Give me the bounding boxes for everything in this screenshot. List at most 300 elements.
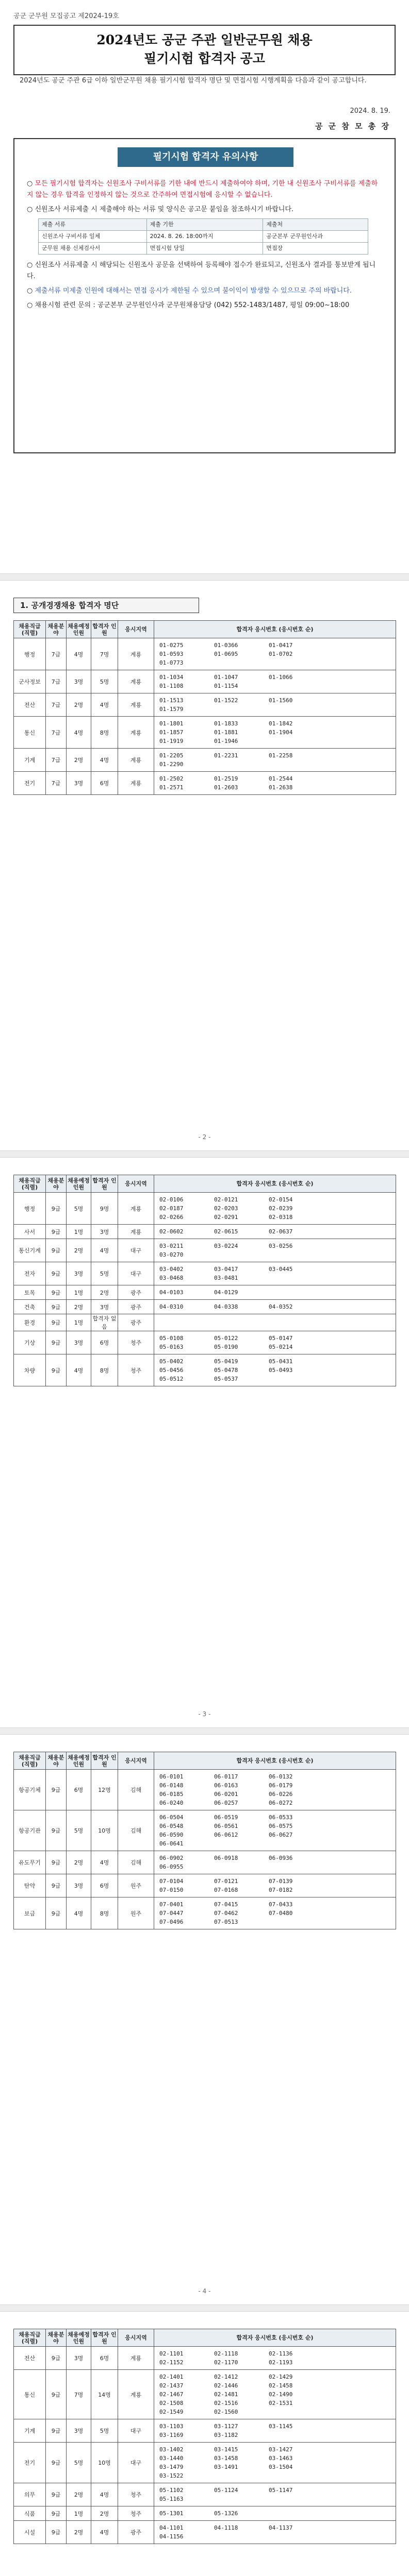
exam-number: 03-1169 [159,2432,184,2438]
grade-cell: 9급 [46,1262,67,1285]
notice-item: ○ 채용시험 관련 문의 : 공군본부 군무원인사과 군무원채용담당 (042) 552-1483/1487, 평일 09:00~18:00 [27,301,350,309]
pass-cell: 7명 [91,638,118,670]
plan-cell: 7명 [67,2370,91,2419]
plan-cell: 2명 [67,2521,91,2544]
column-header: 합격자 응시번호 (응시번호 순) [154,1175,396,1193]
exam-number: 02-1193 [269,2359,293,2366]
column-header: 채용예정 인원 [67,2329,91,2347]
exam-number: 07-0139 [269,1878,293,1885]
exam-number: 04-0103 [159,1289,184,1296]
column-header: 합격자 인원 [91,2329,118,2347]
plan-cell: 2명 [67,1300,91,1314]
plan-cell: 6명 [67,1770,91,1810]
exam-number: 01-0275 [159,642,184,649]
series-cell: 전기 [14,772,46,795]
table-row [14,693,396,717]
exam-number: 06-0612 [214,1832,238,1838]
results-table [13,620,396,795]
exam-number: 06-0548 [159,1823,184,1829]
grade-cell: 9급 [46,1810,67,1851]
grade-cell: 9급 [46,1285,67,1300]
plan-cell: 1명 [67,1314,91,1331]
exam-number: 05-1102 [159,2487,184,2494]
exam-number-list [159,1303,390,1311]
exam-number: 01-1842 [269,720,293,727]
exam-number: 01-2638 [269,784,293,791]
series-cell: 통신 [14,2370,46,2419]
exam-number-list [159,1877,390,1894]
exam-number-list [159,2373,390,2416]
exam-number: 04-1118 [214,2524,238,2531]
page-break [0,2304,409,2312]
table-row [14,1851,396,1874]
exam-number: 02-1101 [159,2350,184,2357]
exam-number: 03-1458 [214,2455,238,2462]
series-cell: 행정 [14,638,46,670]
exam-number: 03-1463 [269,2455,293,2462]
exam-number: 02-0239 [269,1205,293,1212]
series-cell: 전기 [14,2443,46,2483]
table-row [14,670,396,693]
page-number: - 3 - [198,1710,211,1718]
series-cell: 기상 [14,1331,46,1354]
notice-item: ○ 신원조사 서류제출 시 제출해야 하는 서류 및 양식은 공고문 붙임을 참조하시기 바랍니다. [27,206,294,213]
plan-cell: 1명 [67,2506,91,2521]
column-header: 채용분야 [46,1752,67,1770]
exam-number: 06-0918 [214,1855,238,1861]
exam-number: 07-0513 [214,1919,238,1925]
exam-number: 02-1118 [214,2350,238,2357]
pass-cell: 6명 [91,1874,118,1897]
table-row [14,1225,396,1239]
exam-number: 05-0402 [159,1358,184,1365]
plan-cell: 4명 [67,1354,91,1386]
column-header: 응시지역 [118,2329,154,2347]
table-header-row [14,1175,396,1193]
exam-number: 03-1145 [269,2423,293,2430]
exam-number: 03-1479 [159,2464,184,2470]
plan-cell: 2명 [67,693,91,717]
exam-number-list [159,1242,390,1259]
region-cell: 청주 [118,2483,154,2506]
pass-cell: 5명 [91,1262,118,1285]
pass-cell: 합격자 없음 [91,1314,118,1331]
exam-number: 07-0496 [159,1919,184,1925]
title-line-2: 필기시험 합격자 공고 [144,51,265,66]
column-header: 응시지역 [118,1752,154,1770]
exam-number: 02-1152 [159,2359,184,2366]
exam-number: 02-1549 [159,2409,184,2415]
exam-number: 01-2205 [159,752,184,759]
notice-body [27,178,383,314]
exam-numbers-cell [154,1331,396,1354]
exam-number-list [159,1196,390,1221]
region-cell: 원주 [118,1874,154,1897]
exam-number: 06-0148 [159,1782,184,1789]
plan-cell: 4명 [67,717,91,749]
notice-item: ○ 신원조사 서류제출 시 해당되는 신원조사 공문을 선택하여 등록해야 접수가 완료되고, 신원조사 결과를 통보받게 됩니다. [27,261,376,280]
plan-cell: 2명 [67,1239,91,1262]
exam-number: 05-1163 [159,2496,184,2502]
page-1 [0,0,409,577]
plan-cell: 3명 [67,772,91,795]
grade-cell: 7급 [46,772,67,795]
exam-number: 06-0132 [269,1773,293,1780]
exam-number: 02-0318 [269,1214,293,1221]
exam-numbers-cell [154,1300,396,1314]
table-row [14,749,396,772]
exam-number: 03-0481 [214,1275,238,1281]
region-cell: 광주 [118,2521,154,2544]
pass-cell: 12명 [91,1770,118,1810]
exam-number: 02-0266 [159,1214,184,1221]
exam-number-list [159,673,390,690]
exam-number: 06-0504 [159,1814,184,1821]
region-cell: 광주 [118,1300,154,1314]
exam-number-list [159,2524,390,2540]
exam-number: 01-2258 [269,752,293,759]
series-cell: 전산 [14,2347,46,2370]
exam-number: 07-0182 [269,1887,293,1893]
exam-number: 01-1946 [214,738,238,744]
column-header: 응시지역 [118,1175,154,1193]
exam-number-list [159,775,390,791]
exam-numbers-cell [154,1851,396,1874]
exam-number: 02-1516 [214,2400,238,2406]
exam-number: 01-1904 [269,729,293,736]
column-header: 합격자 응시번호 (응시번호 순) [154,2329,396,2347]
grade-cell: 9급 [46,2347,67,2370]
table-row [14,772,396,795]
table-row [14,2483,396,2506]
exam-number: 06-0117 [214,1773,238,1780]
pass-cell: 4명 [91,749,118,772]
exam-number: 06-0272 [269,1800,293,1806]
region-cell: 청주 [118,1354,154,1386]
region-cell: 대구 [118,1239,154,1262]
exam-number: 02-0203 [214,1205,238,1212]
exam-number: 02-1467 [159,2391,184,2398]
exam-numbers-cell [154,2370,396,2419]
plan-cell: 2명 [67,2483,91,2506]
exam-number: 05-1301 [159,2510,184,2517]
table-row [14,2443,396,2483]
exam-number: 07-0121 [214,1878,238,1885]
pass-cell: 8명 [91,717,118,749]
plan-cell: 3명 [67,1262,91,1285]
region-cell: 광주 [118,1285,154,1300]
exam-number: 05-0190 [214,1344,238,1350]
exam-number: 04-0352 [269,1303,293,1310]
pass-cell: 4명 [91,1239,118,1262]
results-table [13,1175,396,1386]
exam-number: 06-0257 [214,1800,238,1806]
region-cell: 광주 [118,1314,154,1331]
exam-number: 04-0310 [159,1303,184,1310]
exam-number: 02-1560 [214,2409,238,2415]
exam-number: 07-0447 [159,1910,184,1917]
exam-number-list [159,2446,390,2480]
notice-item: ○ 제출서류 미제출 인원에 대해서는 면접 응시가 제한될 수 있으며 불이익이 발생할 수 있으므로 주의 바랍니다. [27,287,352,295]
exam-number: 05-0478 [214,1367,238,1374]
plan-cell: 5명 [67,2443,91,2483]
plan-cell: 3명 [67,1331,91,1354]
exam-number: 03-0468 [159,1275,184,1281]
table-row [14,1285,396,1300]
grade-cell: 9급 [46,1225,67,1239]
column-header: 합격자 응시번호 (응시번호 순) [154,621,396,638]
grade-cell: 7급 [46,693,67,717]
exam-number: 01-1881 [214,729,238,736]
table-row [14,1262,396,1285]
exam-number: 06-0179 [269,1782,293,1789]
column-header: 채용직급 (직렬) [14,1175,46,1193]
exam-number: 07-0168 [214,1887,238,1893]
exam-number-list [159,697,390,713]
section-title: 1. 공개경쟁채용 합격자 명단 [13,598,199,613]
exam-number: 05-0214 [269,1344,293,1350]
table-row [14,2370,396,2419]
column-header: 채용직급 (직렬) [14,2329,46,2347]
grade-cell: 9급 [46,2521,67,2544]
region-cell: 대구 [118,1262,154,1285]
exam-number: 01-2290 [159,761,184,768]
table-row [14,1810,396,1851]
series-cell: 항공기관 [14,1810,46,1851]
exam-number: 05-0537 [214,1376,238,1382]
exam-number: 07-0480 [269,1910,293,1917]
region-cell: 계룡 [118,749,154,772]
table-row [14,1354,396,1386]
series-cell: 시설 [14,2521,46,2544]
series-cell: 항공기체 [14,1770,46,1810]
series-cell: 차량 [14,1354,46,1386]
region-cell: 계룡 [118,2347,154,2370]
notice-title: 필기시험 합격자 유의사항 [118,147,293,167]
grade-cell: 9급 [46,1314,67,1331]
intro-text: 2024년도 공군 주관 6급 이하 일반군무원 채용 필기시험 합격자 명단 및 면접시험 시행계획을 다음과 같이 공고합니다. [20,77,367,84]
exam-number: 03-1402 [159,2446,184,2453]
plan-cell: 2명 [67,1851,91,1874]
grade-cell: 9급 [46,1874,67,1897]
table-row [14,717,396,749]
column-header: 채용분야 [46,621,67,638]
series-cell: 통신 [14,717,46,749]
column-header: 합격자 인원 [91,621,118,638]
column-header: 채용예정 인원 [67,1752,91,1770]
exam-number-list [159,641,390,667]
exam-number: 03-0445 [269,1266,293,1273]
grade-cell: 9급 [46,2370,67,2419]
exam-number: 01-0366 [214,642,238,649]
exam-number: 01-0702 [269,651,293,657]
region-cell: 김해 [118,1770,154,1810]
exam-number-list [159,1901,390,1926]
exam-number-list [159,1334,390,1351]
region-cell: 김해 [118,1810,154,1851]
grade-cell: 7급 [46,749,67,772]
series-cell: 보급 [14,1897,46,1929]
grade-cell: 9급 [46,2506,67,2521]
results-table [13,1752,396,1929]
pass-cell: 6명 [91,1331,118,1354]
exam-number: 03-1522 [159,2472,184,2479]
table-row [14,1331,396,1354]
region-cell: 계룡 [118,1225,154,1239]
region-cell: 계룡 [118,717,154,749]
exam-number: 01-1560 [269,697,293,704]
exam-numbers-cell [154,1193,396,1225]
exam-number-list [159,1773,390,1807]
series-cell: 탄약 [14,1874,46,1897]
plan-cell: 3명 [67,670,91,693]
exam-number: 06-0590 [159,1832,184,1838]
exam-number: 01-1833 [214,720,238,727]
grade-cell: 9급 [46,2419,67,2443]
exam-number: 01-1919 [159,738,184,744]
exam-number: 06-0936 [269,1855,293,1861]
exam-numbers-cell [154,772,396,795]
exam-numbers-cell [154,1285,396,1300]
exam-number: 07-0433 [269,1901,293,1908]
exam-number: 01-1513 [159,697,184,704]
region-cell: 계룡 [118,1193,154,1225]
exam-number: 06-0561 [214,1823,238,1829]
grade-cell: 9급 [46,1770,67,1810]
series-cell: 토목 [14,1285,46,1300]
series-cell: 환경 [14,1314,46,1331]
exam-number: 02-1490 [269,2391,293,2398]
exam-number: 02-1412 [214,2374,238,2380]
plan-cell: 2명 [67,749,91,772]
region-cell: 대구 [118,2443,154,2483]
table-row [14,1300,396,1314]
exam-numbers-cell [154,2521,396,2544]
table-row [14,2419,396,2443]
exam-number: 01-2231 [214,752,238,759]
column-header: 채용분야 [46,1175,67,1193]
pass-cell: 5명 [91,670,118,693]
exam-number-list [159,2422,390,2439]
exam-number: 01-2502 [159,775,184,782]
exam-number: 07-0415 [214,1901,238,1908]
pass-cell: 10명 [91,1810,118,1851]
exam-number: 07-0104 [159,1878,184,1885]
table-row [14,1239,396,1262]
exam-number: 06-0201 [214,1791,238,1798]
exam-number: 02-1437 [159,2382,184,2389]
exam-numbers-cell [154,693,396,717]
exam-numbers-cell [154,638,396,670]
exam-number: 05-0456 [159,1367,184,1374]
exam-number: 03-0211 [159,1243,184,1249]
grade-cell: 9급 [46,1331,67,1354]
pass-cell: 4명 [91,693,118,717]
exam-number-list [159,2486,390,2503]
exam-number-list [159,2510,390,2517]
column-header: 채용분야 [46,2329,67,2347]
series-cell: 기계 [14,2419,46,2443]
plan-cell: 3명 [67,2419,91,2443]
pass-cell: 4명 [91,1851,118,1874]
exam-number: 04-0129 [214,1289,238,1296]
exam-number: 04-1156 [159,2533,184,2540]
exam-number: 01-0773 [159,659,184,666]
exam-number: 03-1103 [159,2423,184,2430]
issue-date: 2024. 8. 19. [350,107,390,115]
series-cell: 사서 [14,1225,46,1239]
table-row [14,1193,396,1225]
exam-number: 03-1427 [269,2446,293,2453]
grade-cell: 9급 [46,1354,67,1386]
results-table [13,2329,396,2544]
grade-cell: 7급 [46,670,67,693]
exam-number: 05-0493 [269,1367,293,1374]
pass-cell: 5명 [91,2419,118,2443]
grade-cell: 9급 [46,1300,67,1314]
exam-number: 01-2603 [214,784,238,791]
issuing-org: 공 군 참 모 총 장 [315,122,390,131]
exam-number: 05-1147 [269,2487,293,2494]
grade-cell: 9급 [46,1897,67,1929]
exam-number: 01-1522 [214,697,238,704]
plan-cell: 4명 [67,1897,91,1929]
exam-number-list [159,2350,390,2366]
region-cell: 대구 [118,2419,154,2443]
exam-number: 06-0627 [269,1832,293,1838]
exam-number: 01-1154 [214,683,238,689]
exam-number: 02-1508 [159,2400,184,2406]
exam-number: 05-0163 [159,1344,184,1350]
region-cell: 계룡 [118,2370,154,2419]
exam-number: 03-1127 [214,2423,238,2430]
table-row [14,1314,396,1331]
exam-number: 06-0519 [214,1814,238,1821]
exam-number: 06-0185 [159,1791,184,1798]
page-break [0,573,409,581]
exam-number: 03-0270 [159,1251,184,1258]
plan-cell: 3명 [67,1874,91,1897]
exam-number: 05-1124 [214,2487,238,2494]
page-number: - 2 - [198,1133,211,1141]
region-cell: 김해 [118,1851,154,1874]
table-header-row [14,1752,396,1770]
page-break [0,1150,409,1158]
pass-cell: 3명 [91,1225,118,1239]
exam-number: 02-0187 [159,1205,184,1212]
table-row [14,2506,396,2521]
grade-cell: 9급 [46,2443,67,2483]
series-cell: 전자 [14,1262,46,1285]
exam-number: 05-1326 [214,2510,238,2517]
exam-numbers-cell [154,2347,396,2370]
exam-number: 06-0163 [214,1782,238,1789]
exam-number: 06-0902 [159,1855,184,1861]
table-header-row [14,2329,396,2347]
table-row [14,1897,396,1929]
exam-numbers-cell [154,1225,396,1239]
grade-cell: 9급 [46,2483,67,2506]
exam-number: 01-2571 [159,784,184,791]
column-header: 응시지역 [118,621,154,638]
column-header: 채용직급 (직렬) [14,621,46,638]
pass-cell: 3명 [91,1300,118,1314]
plan-cell: 5명 [67,1810,91,1851]
exam-number: 03-1182 [214,2432,238,2438]
exam-number: 03-0256 [269,1243,293,1249]
exam-number: 02-1481 [214,2391,238,2398]
exam-numbers-cell [154,2483,396,2506]
